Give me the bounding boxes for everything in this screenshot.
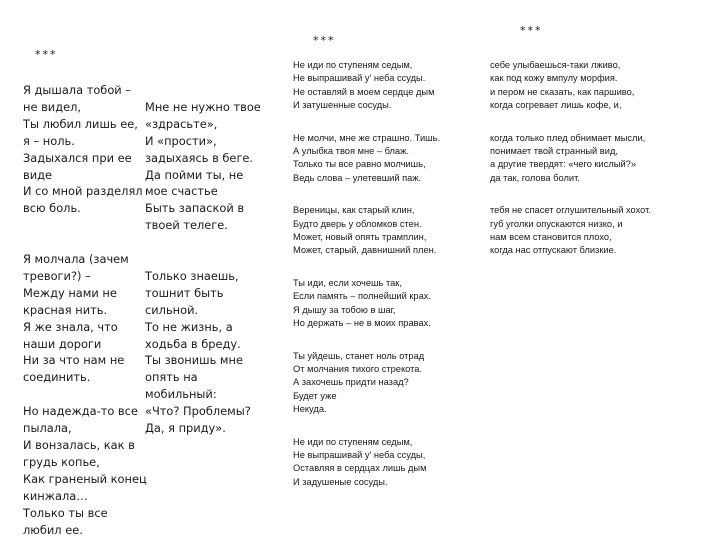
poem-2-heading: ***: [313, 34, 336, 47]
poem-line-row: [23, 116, 258, 133]
poem-line: тебя не спасет оглушительный хохот.: [490, 205, 651, 216]
poem-line-right: Мне не нужно твое: [145, 99, 261, 114]
poem-line: Ты уйдешь, станет ноль отрад: [293, 350, 425, 361]
poem-line-right: мобильный:: [145, 387, 217, 402]
poem-line-row: [23, 133, 258, 150]
poem-line-right: Да, я приду».: [145, 421, 226, 436]
poem-line: когда нас отпускают близкие.: [490, 245, 617, 256]
poem-line-row: [23, 167, 258, 184]
poem-line: А захочешь придти назад?: [293, 377, 409, 388]
poem-line-row: [23, 437, 258, 454]
poem-line: Вереницы, как старый клин,: [293, 205, 415, 216]
poem-line: От молчания тихого стрекота.: [293, 363, 423, 374]
poem-line-right: Быть запаской в: [145, 201, 245, 216]
poem-line: как под кожу вмпулу морфия.: [490, 73, 618, 84]
poem-line: Будто дверь у обломков стен.: [293, 218, 422, 229]
poem-line: да так, голова болит.: [490, 172, 580, 183]
poem-line-left: Между нами не: [23, 285, 117, 300]
poem-line-row: [23, 82, 258, 99]
stanza: [490, 204, 715, 258]
poem-line-right: Только знаешь,: [145, 268, 239, 283]
poem-line: Может, старый, давнишний плен.: [293, 245, 437, 256]
poem-line-right: [145, 505, 265, 522]
poem-line-right: [145, 471, 265, 488]
poem-line: Будет уже: [293, 390, 337, 401]
poem-line-right: «Что? Проблемы?: [145, 404, 251, 419]
stanza: [293, 59, 483, 113]
poem-line-row: [23, 386, 258, 403]
stanza: [490, 132, 715, 186]
stanza: [293, 436, 483, 490]
poem-line-row: [23, 488, 258, 505]
poem-line: Не выпрашивай у' неба ссуды,: [293, 449, 426, 460]
poem-line-left: красная нить.: [23, 302, 108, 317]
poem-line-left: И со мной разделял: [23, 184, 143, 199]
poem-line-left: Я молчала (зачем: [23, 252, 129, 267]
poem-line-right: задыхаясь в беге.: [145, 150, 254, 165]
poem-line-right: тошнит быть: [145, 285, 224, 300]
poem-line-left: Только ты все: [23, 505, 108, 520]
poem-line-left: пылала,: [23, 421, 72, 436]
poem-line: нам всем становится плохо,: [490, 232, 612, 243]
poem-line-left: Задыхался при ее: [23, 150, 132, 165]
poem-line-left: виде: [23, 167, 52, 182]
poem-line: Не выпрашивай у' неба ссуды.: [293, 73, 426, 84]
poem-line-right: [145, 522, 265, 539]
poem-line: Если память – полнейший крах.: [293, 291, 432, 302]
stanza: [293, 350, 483, 417]
poem-line-row: [23, 268, 258, 285]
poem-line-left: Но надежда-то все: [23, 404, 138, 419]
poem-line-row: [23, 319, 258, 336]
poem-line: Не молчи, мне же страшно. Тишь.: [293, 132, 441, 143]
poem-line-left: Ты любил лишь ее,: [23, 116, 138, 131]
poem-line-row: [23, 403, 258, 420]
poem-line-left: любил ее.: [23, 522, 83, 537]
poem-line: себе улыбаешься-таки лживо,: [490, 60, 621, 70]
poem-line: И затушенные сосуды.: [293, 100, 392, 111]
stanza-gap: [23, 234, 258, 251]
poem-line-left: Я дышала тобой –: [23, 83, 132, 97]
poem-line-left: я – ноль.: [23, 133, 75, 148]
poem-line-row: [23, 302, 258, 319]
poem-line-right: опять на: [145, 370, 198, 385]
poem-line-right: твоей телеге.: [145, 218, 228, 233]
poem-line-right: И «прости»,: [145, 133, 217, 148]
poem-line: Не иди по ступеням седым,: [293, 60, 413, 70]
poem-line: Не оставляй в моем сердце дым: [293, 86, 435, 97]
poem-line-left: Как граненый конец: [23, 471, 147, 486]
poem-line-row: [23, 285, 258, 302]
stanza: [293, 277, 483, 331]
poem-line: И задушеные сосуды.: [293, 476, 388, 487]
poem-3-heading: ***: [520, 24, 543, 37]
poem-line: когда согревает лишь кофе, и,: [490, 100, 622, 111]
poem-line-right: [145, 437, 265, 454]
poem-line-row: [23, 336, 258, 353]
poem-line-left: [23, 217, 145, 234]
stanza: [293, 204, 483, 258]
poem-line: Не иди по ступеням седым,: [293, 436, 413, 447]
poem-line-row: [23, 420, 258, 437]
poem-line-row: [23, 150, 258, 167]
poem-line-left: кинжала…: [23, 488, 88, 503]
poem-line-left: тревоги?) –: [23, 268, 91, 283]
poem-line: Только ты все равно молчишь,: [293, 159, 426, 170]
poem-2: [293, 59, 483, 489]
stanza: [293, 132, 483, 186]
poem-line-row: [23, 471, 258, 488]
poem-line-row: [23, 522, 258, 539]
poem-line-row: [23, 251, 258, 268]
poem-line: Может, новый опять трамплин,: [293, 232, 427, 243]
poem-line-right: сильной.: [145, 302, 199, 317]
poem-line-row: [23, 454, 258, 471]
poem-line: когда только плед обнимает мысли,: [490, 132, 646, 143]
poem-line-left: соединить.: [23, 370, 91, 385]
poem-line: Ведь слова – улетевший паж.: [293, 172, 422, 183]
poem-line-right: [145, 454, 265, 471]
poem-line-left: не видел,: [23, 99, 81, 114]
poem-line-left: [23, 386, 145, 403]
poem-line-row: [23, 217, 258, 234]
poem-line-right: [145, 488, 265, 505]
poem-line-right: мое счастье: [145, 184, 218, 199]
poem-3: [490, 59, 715, 258]
poem-line-left: всю боль.: [23, 201, 81, 216]
poem-line-row: [23, 505, 258, 522]
poem-1-heading: ***: [35, 48, 58, 61]
poem-line: понимает твой странный вид,: [490, 146, 618, 157]
poem-line: губ уголки опускаются низко, и: [490, 218, 623, 229]
poem-line: а другие твердят: «чего кислый?»: [490, 159, 637, 170]
poem-line-right: [145, 82, 265, 99]
poem-line-row: [23, 200, 258, 217]
poem-line-row: [23, 369, 258, 386]
poem-line-left: И вонзалась, как в: [23, 438, 135, 453]
poem-line-right: Ты звонишь мне: [145, 353, 243, 368]
poem-line: Ты иди, если хочешь так,: [293, 277, 402, 288]
poem-line-right: ходьба в бреду.: [145, 336, 241, 351]
poem-line: А улыбка твоя мне – блаж.: [293, 146, 409, 157]
poem-line: и пером не сказать, как паршиво,: [490, 86, 635, 97]
poem-line-right: Да пойми ты, не: [145, 167, 244, 182]
poem-line-right: [145, 251, 265, 268]
poem-line-left: Я же знала, что: [23, 319, 118, 334]
poem-line-row: [23, 183, 258, 200]
poem-line: Я дышу за тобою в шаг,: [293, 304, 396, 315]
poem-line-row: [23, 352, 258, 369]
poem-line-right: «здрасьте»,: [145, 116, 218, 131]
stanza: [490, 59, 715, 113]
poem-line-row: [23, 99, 261, 116]
poem-line-right: То не жизнь, а: [145, 319, 233, 334]
poem-line-left: грудь копье,: [23, 454, 100, 469]
poem-line-left: Ни за что нам не: [23, 353, 125, 368]
poem-line: Но держать – не в моих правах.: [293, 318, 431, 329]
poem-line: Оставляя в сердцах лишь дым: [293, 463, 427, 474]
poem-line-left: наши дороги: [23, 336, 102, 351]
poem-line: Некуда.: [293, 404, 327, 415]
poem-1: [23, 82, 261, 538]
